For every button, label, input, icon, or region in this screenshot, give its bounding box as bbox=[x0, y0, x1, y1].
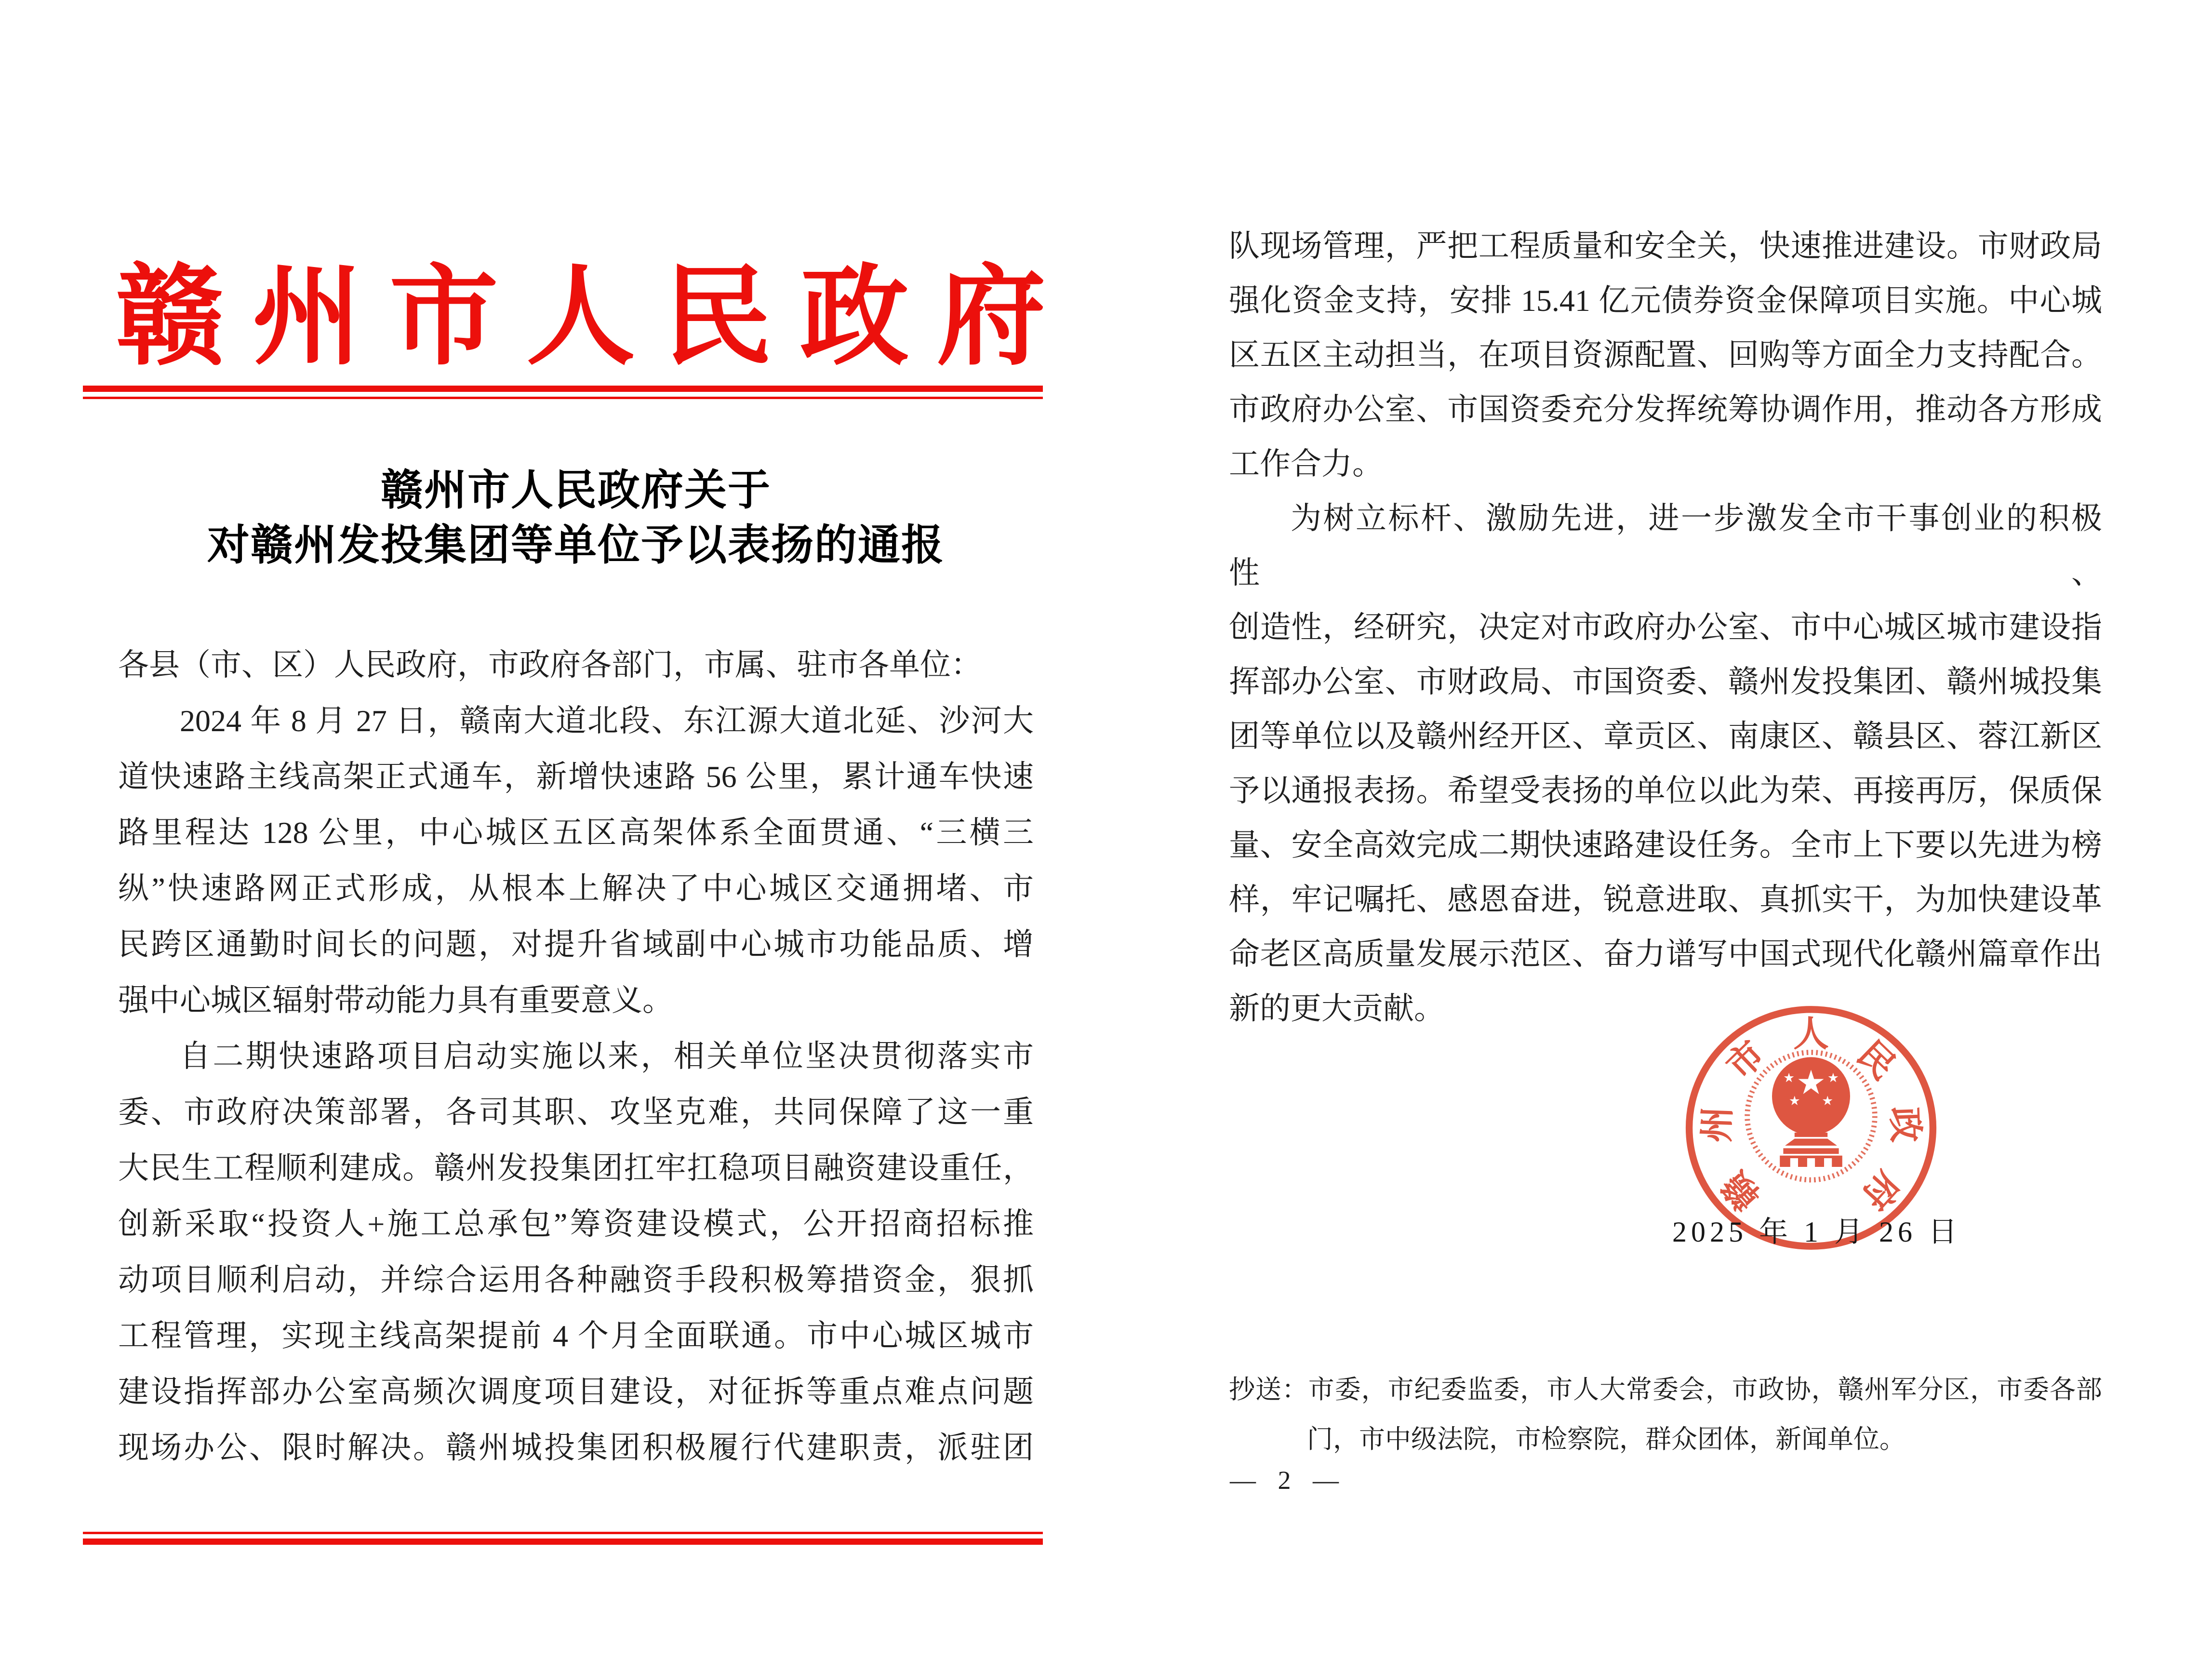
body-text-line: 队现场管理，严把工程质量和安全关，快速推进建设。市财政局 bbox=[1229, 229, 2102, 263]
body-text-line: 创造性，经研究，决定对市政府办公室、市中心城区城市建设指 bbox=[1229, 610, 2102, 644]
body-text-line: 现场办公、限时解决。赣州城投集团积极履行代建职责，派驻团 bbox=[118, 1431, 1034, 1465]
body-text-line: 2024 年 8 月 27 日，赣南大道北段、东江源大道北延、沙河大 bbox=[180, 704, 1034, 738]
body-text-line: 强中心城区辐射带动能力具有重要意义。 bbox=[118, 983, 673, 1017]
body-text-line: 团等单位以及赣州经开区、章贡区、南康区、赣县区、蓉江新区 bbox=[1229, 719, 2102, 753]
letterhead-char: 赣 bbox=[116, 257, 225, 378]
body-text-line: 命老区高质量发展示范区、奋力谱写中国式现代化赣州篇章作出 bbox=[1229, 937, 2102, 971]
body-text-line: 委、市政府决策部署，各司其职、攻坚克难，共同保障了这一重 bbox=[118, 1095, 1034, 1129]
seal-char: 赣 bbox=[1714, 1164, 1768, 1217]
letterhead-char: 人 bbox=[526, 257, 635, 378]
letterhead-char: 府 bbox=[936, 257, 1046, 378]
letterhead-char: 市 bbox=[389, 257, 498, 378]
body-text-line: 建设指挥部办公室高频次调度项目建设，对征拆等重点难点问题 bbox=[118, 1375, 1034, 1409]
seal-char: 府 bbox=[1854, 1164, 1908, 1217]
body-text-line: 区五区主动担当，在项目资源配置、回购等方面全力支持配合。 bbox=[1229, 338, 2102, 372]
seal-char: 政 bbox=[1884, 1106, 1926, 1143]
page-number: — 2 — bbox=[1230, 1466, 1346, 1495]
body-text-line: 自二期快速路项目启动实施以来，相关单位坚决贯彻落实市 bbox=[180, 1039, 1034, 1073]
seal-emblem-stars bbox=[1772, 1057, 1850, 1135]
seal-char: 民 bbox=[1850, 1033, 1903, 1087]
seal-char: 市 bbox=[1719, 1033, 1772, 1087]
document-title-line2: 对赣州发投集团等单位予以表扬的通报 bbox=[207, 522, 945, 569]
body-text-line: 纵”快速路网正式形成，从根本上解决了中心城区交通拥堵、市 bbox=[118, 871, 1034, 906]
body-text-line: 工作合力。 bbox=[1229, 447, 1383, 481]
body-text-line: 大民生工程顺利建成。赣州发投集团扛牢扛稳项目融资建设重任， bbox=[118, 1151, 1034, 1185]
seal-emblem-gate bbox=[1780, 1133, 1842, 1167]
body-text-line: 各县（市、区）人民政府，市政府各部门，市属、驻市各单位： bbox=[118, 648, 982, 682]
document-title-line1: 赣州市人民政府关于 bbox=[380, 468, 771, 514]
seal-char: 州 bbox=[1696, 1106, 1738, 1143]
body-text-line: 市政府办公室、市国资委充分发挥统筹协调作用，推动各方形成 bbox=[1229, 392, 2102, 427]
body-text-line: 路里程达 128 公里，中心城区五区高架体系全面贯通、“三横三 bbox=[118, 816, 1034, 850]
red-divider-thin-bottom bbox=[83, 1532, 1043, 1534]
red-divider-thick-bottom bbox=[83, 1539, 1043, 1545]
body-text-line: 予以通报表扬。希望受表扬的单位以此为荣、再接再厉，保质保 bbox=[1229, 774, 2102, 808]
letterhead-char: 州 bbox=[252, 257, 361, 378]
letterhead-char: 政 bbox=[800, 257, 909, 378]
body-text-line: 样，牢记嘱托、感恩奋进，锐意进取、真抓实干，为加快建设革 bbox=[1229, 883, 2102, 917]
body-text-line: 强化资金支持，安排 15.41 亿元债券资金保障项目实施。中心城 bbox=[1229, 283, 2102, 318]
page1-body-text bbox=[118, 637, 1034, 1476]
letterhead-char: 民 bbox=[663, 257, 772, 378]
cc-line: 抄送：市委，市纪委监委，市人大常委会，市政协，赣州军分区，市委各部 bbox=[1229, 1375, 2102, 1404]
page2-body-text bbox=[1229, 219, 2102, 1036]
seal-char: 人 bbox=[1793, 1014, 1829, 1054]
cc-line: 门，市中级法院，市检察院，群众团体，新闻单位。 bbox=[1307, 1425, 1906, 1454]
issue-date: 2025 年 1 月 26 日 bbox=[1672, 1216, 1961, 1248]
body-text-line: 创新采取“投资人+施工总承包”筹资建设模式，公开招商招标推 bbox=[118, 1207, 1034, 1241]
red-divider-thick-top bbox=[83, 386, 1043, 392]
body-text-line: 新的更大贡献。 bbox=[1229, 991, 1445, 1026]
body-text-line: 道快速路主线高架正式通车，新增快速路 56 公里，累计通车快速 bbox=[118, 760, 1034, 794]
body-text-line: 挥部办公室、市财政局、市国资委、赣州发投集团、赣州城投集 bbox=[1229, 665, 2102, 699]
cc-distribution-block bbox=[1229, 1365, 2102, 1464]
red-divider-thin-top bbox=[83, 397, 1043, 399]
body-text-line: 民跨区通勤时间长的问题，对提升省域副中心城市功能品质、增 bbox=[118, 927, 1034, 962]
body-text-line: 量、安全高效完成二期快速路建设任务。全市上下要以先进为榜 bbox=[1229, 828, 2102, 862]
document-title bbox=[118, 464, 1034, 574]
body-text-line: 工程管理，实现主线高架提前 4 个月全面联通。市中心城区城市 bbox=[118, 1319, 1034, 1353]
agency-letterhead bbox=[116, 257, 1046, 378]
body-text-line: 动项目顺利启动，并综合运用各种融资手段积极筹措资金，狠抓 bbox=[118, 1263, 1034, 1297]
body-text-line: 为树立标杆、激励先进，进一步激发全市干事创业的积极性、 bbox=[1229, 501, 2102, 590]
